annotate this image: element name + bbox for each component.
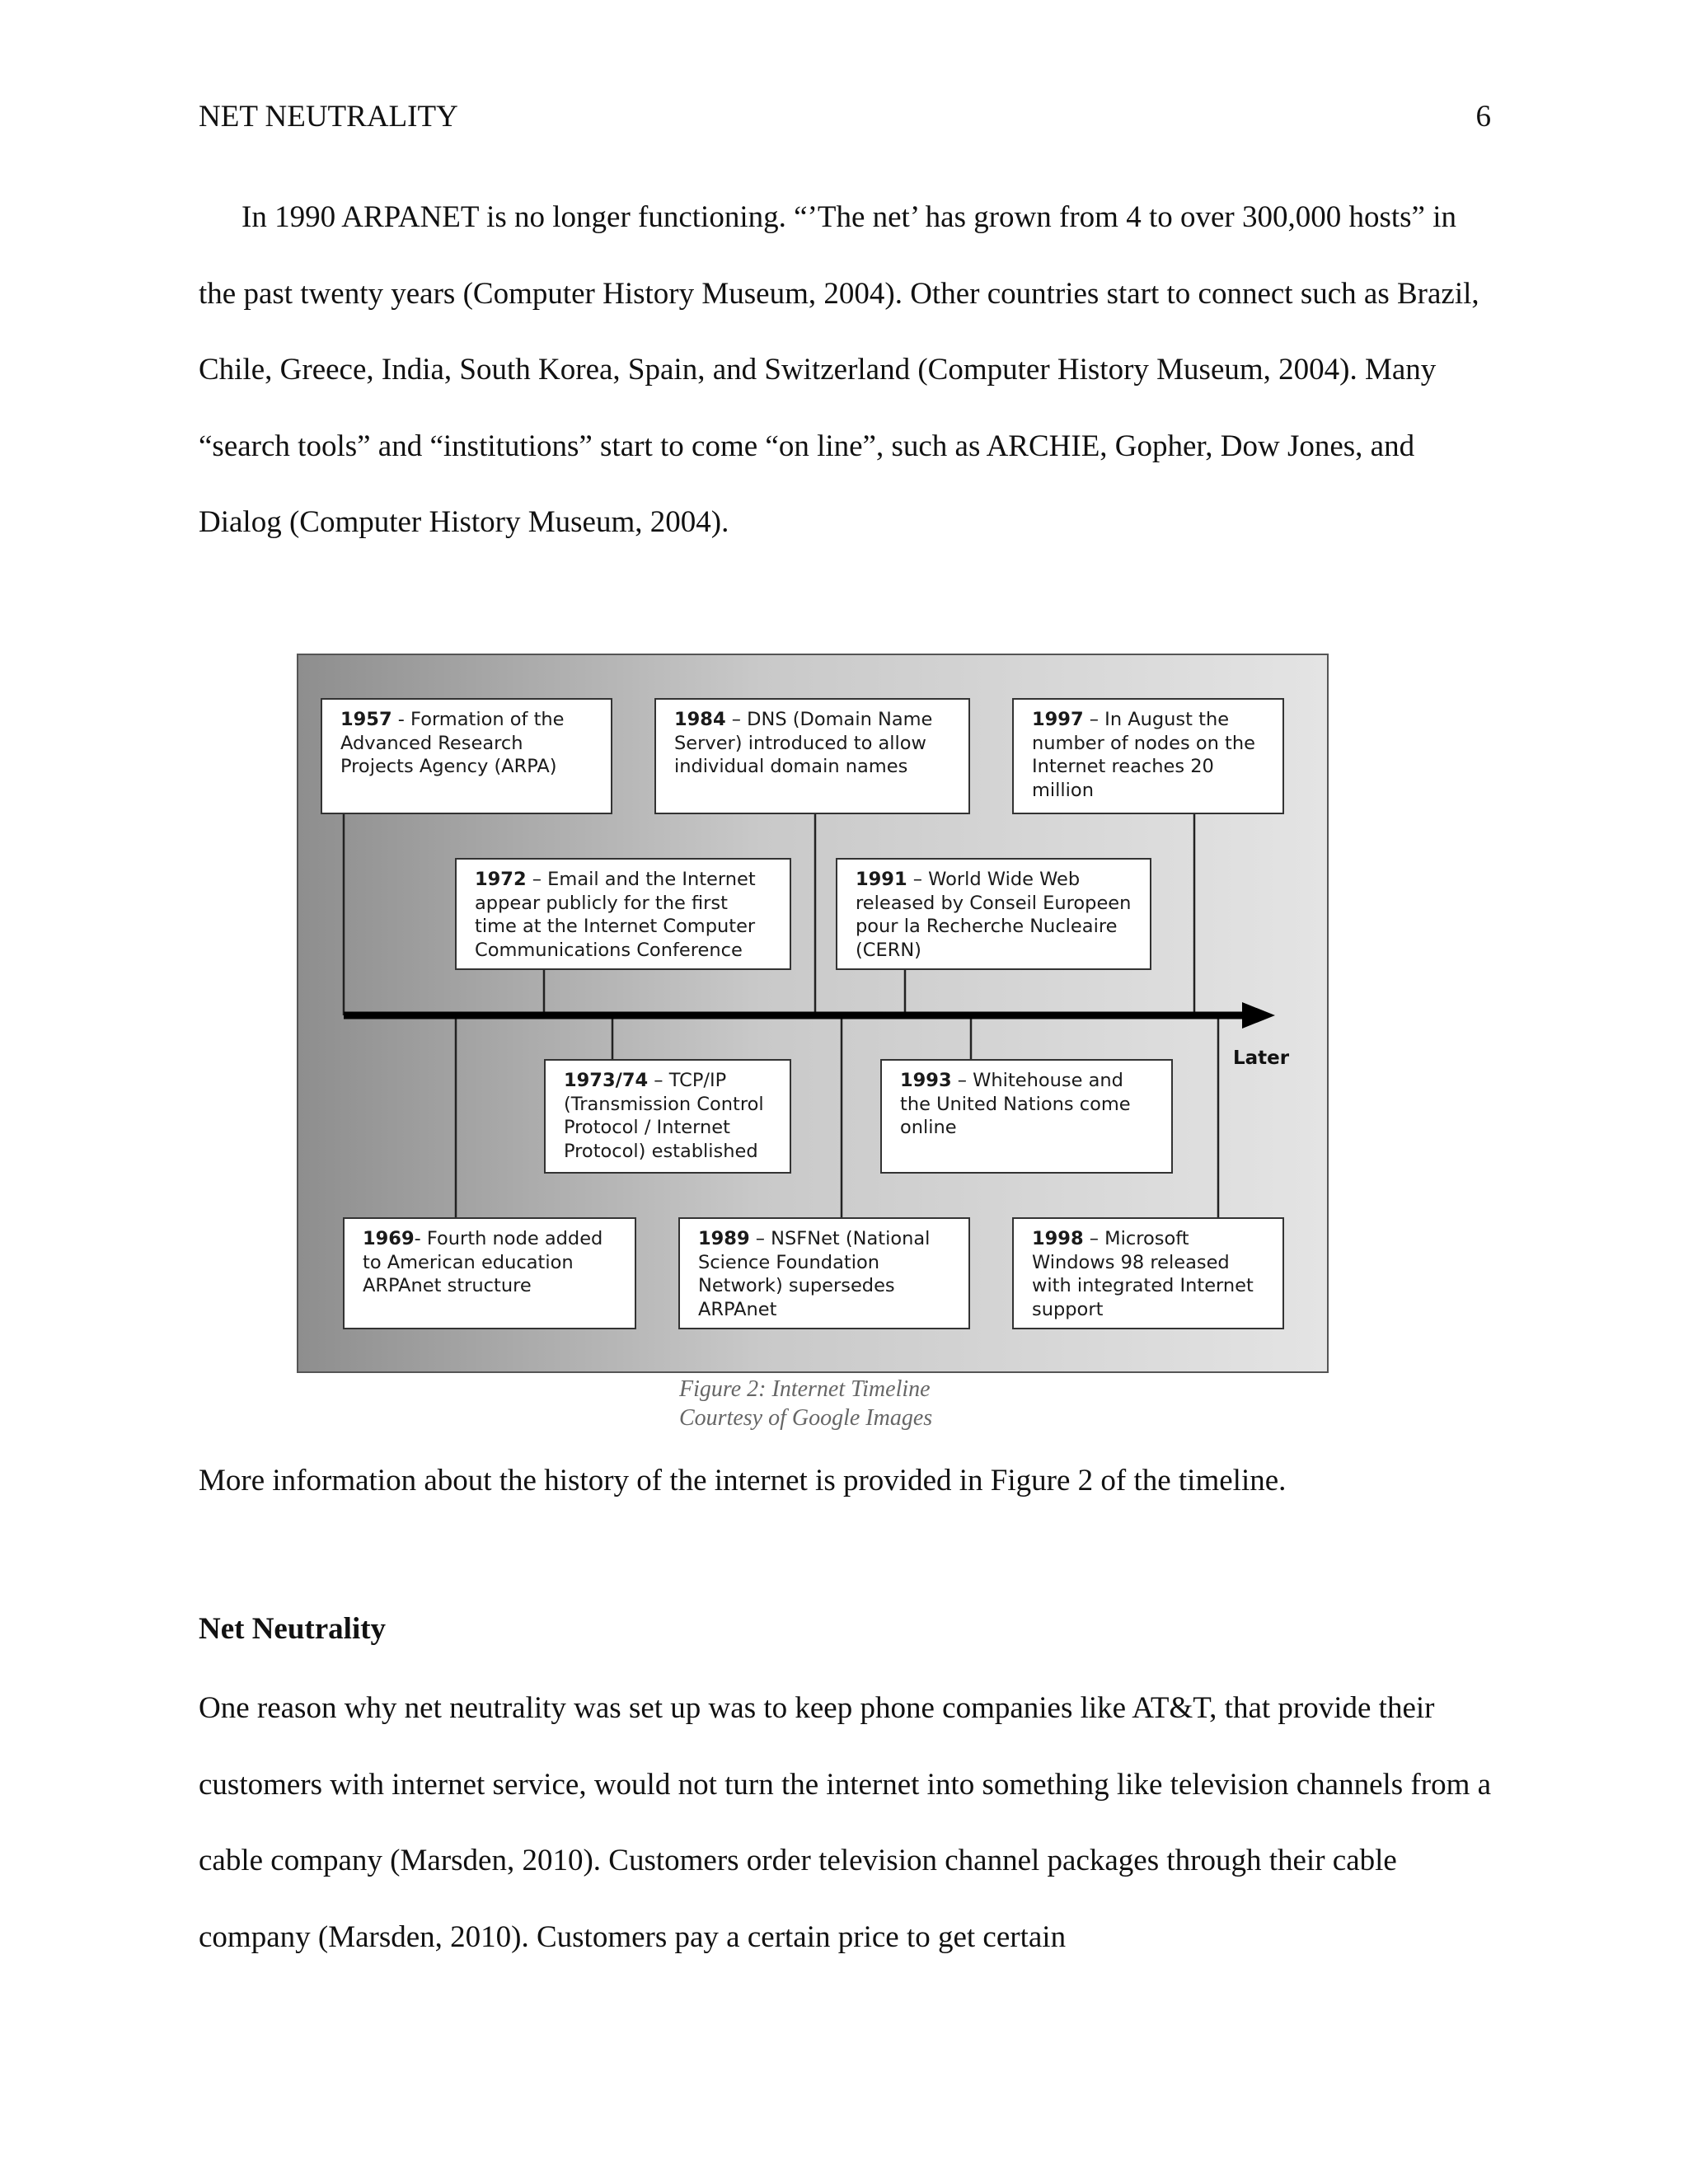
figure-caption	[679, 1375, 932, 1432]
event-box-1997	[1012, 698, 1284, 814]
running-header	[199, 99, 1491, 140]
event-year: 1998	[1032, 1228, 1084, 1249]
event-text: – NSFNet (National Science Foundation Network) supersedes ARPAnet	[698, 1228, 931, 1320]
running-head-title: NET NEUTRALITY	[199, 100, 458, 134]
event-box-1998	[1012, 1217, 1284, 1329]
event-box-1993	[880, 1059, 1173, 1174]
event-text: – World Wide Web released by Conseil Europeen pour la Recherche Nucleaire (CERN)	[856, 869, 1132, 961]
event-box-1957	[321, 698, 612, 814]
event-text: - Fourth node added to American education ARPAnet structure	[363, 1228, 603, 1296]
event-year: 1993	[900, 1070, 952, 1091]
page-number: 6	[1475, 100, 1491, 134]
event-text: – TCP/IP (Transmission Control Protocol / Internet Protocol) established	[564, 1070, 764, 1162]
caption-credit: Courtesy of Google Images	[679, 1405, 933, 1431]
event-year: 1991	[856, 869, 907, 890]
paragraph-net-neutrality: One reason why net neutrality was set up was to keep phone companies like AT&T, that provide their customers with internet service, would not turn the internet into something like television channels from a cable company (Marsden, 2010). Customers order television channel packages through their cable company (Marsden, 2010). Customers pay a certain price to get certain	[199, 1691, 1492, 1954]
event-year: 1957	[340, 709, 392, 730]
event-year: 1973/74	[564, 1070, 649, 1091]
event-box-1973-74	[544, 1059, 791, 1174]
event-text: – DNS (Domain Name Server) introduced to allow individual domain names	[674, 709, 933, 777]
event-year: 1984	[674, 709, 726, 730]
section-heading: Net Neutrality	[199, 1612, 387, 1646]
event-year: 1969	[363, 1228, 415, 1249]
event-text: – Email and the Internet appear publicly for the first time at the Internet Computer Communications Conference	[475, 869, 756, 961]
event-year: 1989	[698, 1228, 750, 1249]
event-box-1984	[654, 698, 970, 814]
event-box-1972	[455, 858, 791, 970]
event-year: 1972	[475, 869, 527, 890]
event-box-1969	[343, 1217, 636, 1329]
paragraph-figure-reference: More information about the history of the internet is provided in Figure 2 of the timeline.	[199, 1464, 1287, 1497]
event-box-1989	[678, 1217, 970, 1329]
later-label: Later	[1233, 1047, 1290, 1069]
paragraph-arpanet: In 1990 ARPANET is no longer functioning. “’The net’ has grown from 4 to over 300,000 hosts” in the past twenty years (Computer History Museum, 2004). Other countries start to connect such as Brazil, Chile, Greece, India, South Korea, Spain, and Switzerland (Computer History Museum, 2004). Many “search tools” and “institutions” start to come “on line”, such as ARCHIE, Gopher, Dow Jones, and Dialog (Computer History Museum, 2004).	[199, 200, 1479, 539]
event-year: 1997	[1032, 709, 1084, 730]
event-box-1991	[836, 858, 1151, 970]
caption-title: Figure 2: Internet Timeline	[679, 1376, 931, 1402]
event-text: – Whitehouse and the United Nations come online	[900, 1070, 1131, 1138]
event-text: - Formation of the Advanced Research Projects Agency (ARPA)	[340, 709, 565, 777]
internet-timeline-figure	[297, 654, 1329, 1373]
event-text: – Microsoft Windows 98 released with integrated Internet support	[1032, 1228, 1254, 1320]
event-text: – In August the number of nodes on the Internet reaches 20 million	[1032, 709, 1255, 801]
